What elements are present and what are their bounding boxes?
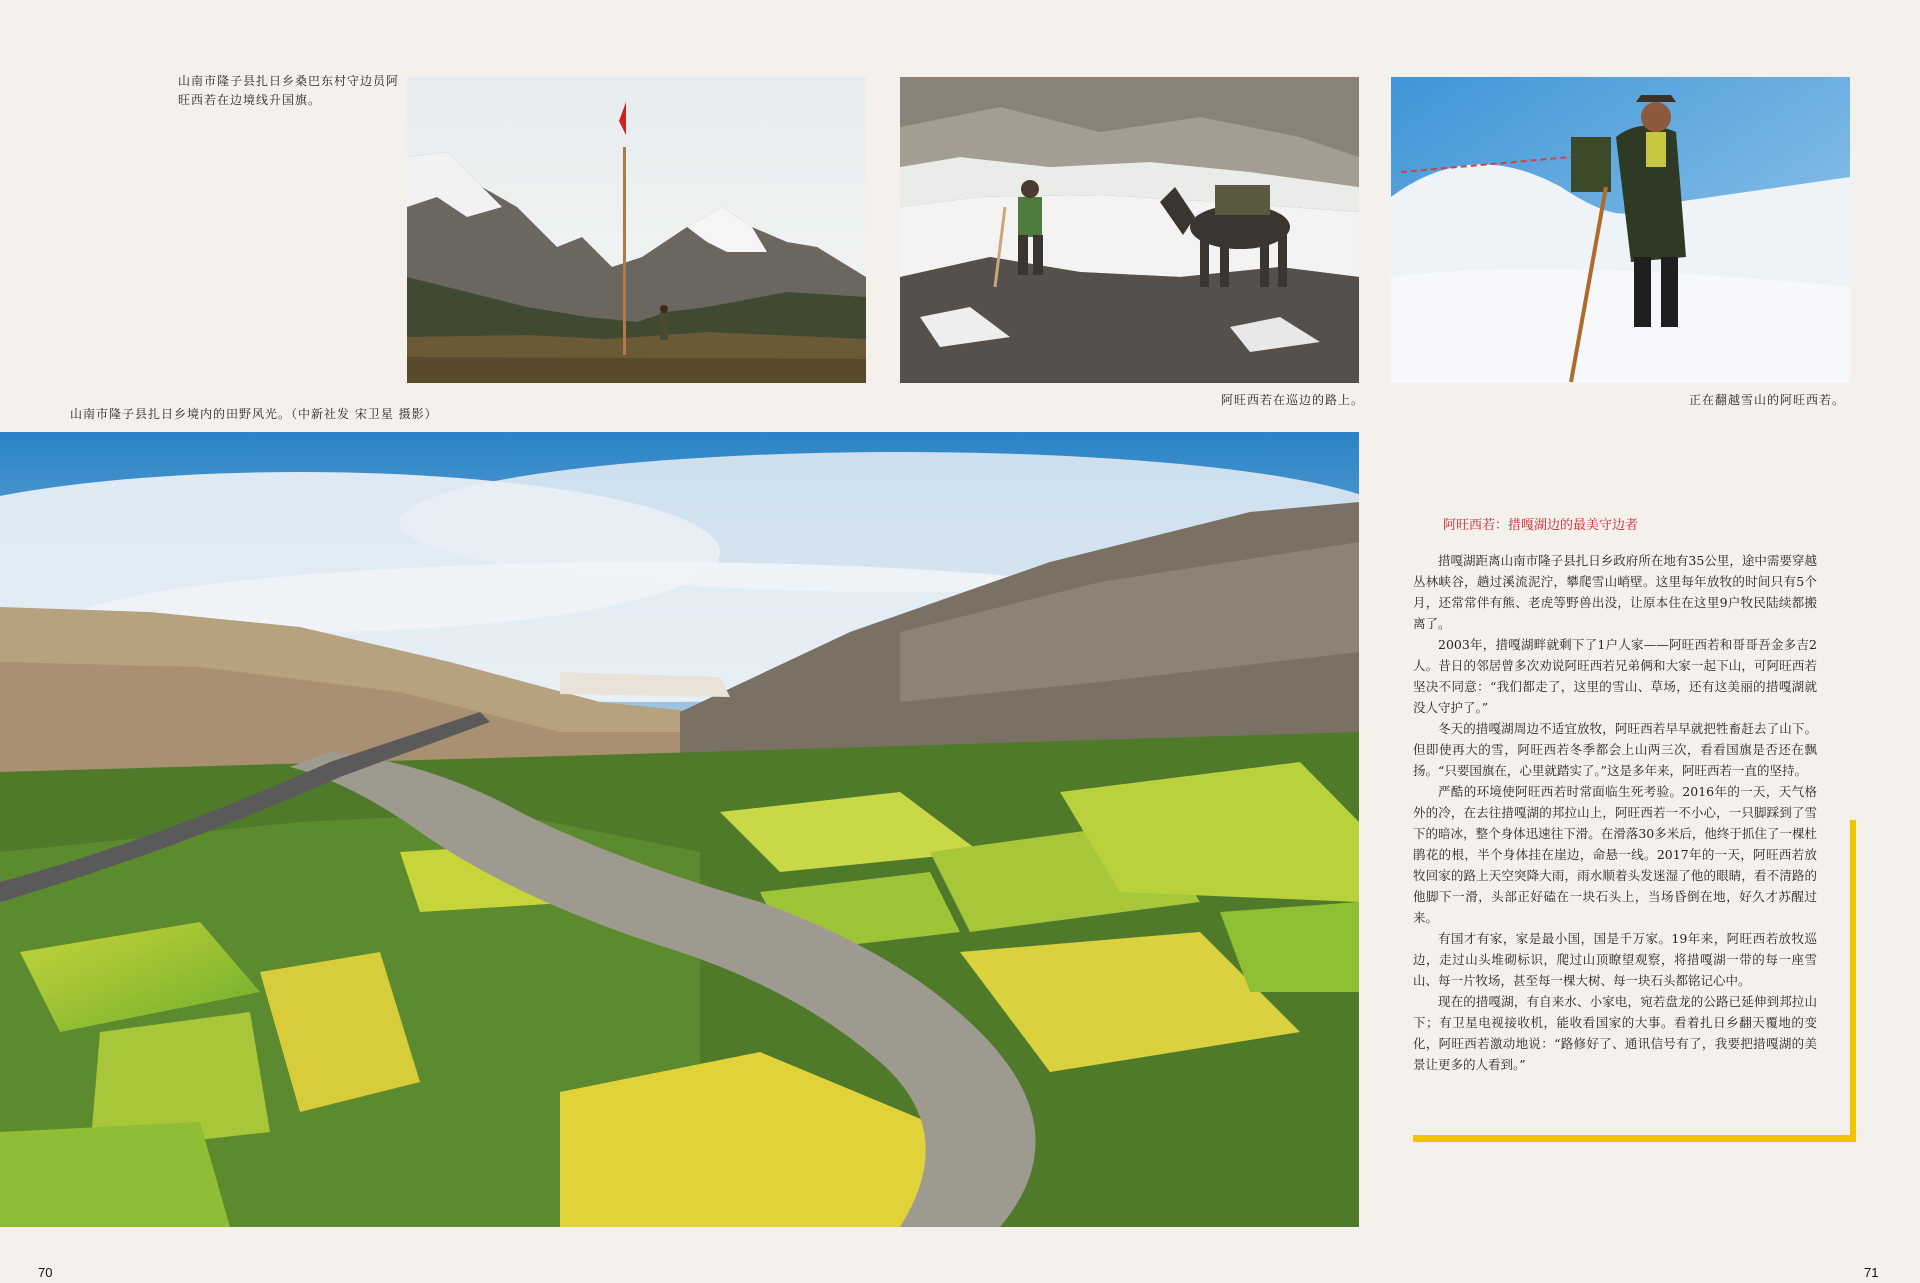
photo-patrol [900,77,1359,383]
article-paragraph: 措嘎湖距离山南市隆子县扎日乡政府所在地有35公里，途中需要穿越丛林峡谷，趟过溪流泥泞，攀爬雪山峭壁。这里每年放牧的时间只有5个月，还常常伴有熊、老虎等野兽出没，让原本住在这里9户牧民陆续都搬离了。 [1413,553,1817,631]
article-paragraph: 冬天的措嘎湖周边不适宜放牧，阿旺西若早早就把牲畜赶去了山下。但即使再大的雪，阿旺西若冬季都会上山两三次，看看国旗是否还在飘扬。“只要国旗在，心里就踏实了。”这是多年来，阿旺西若一直的坚持。 [1413,721,1817,778]
page-number-right: 71 [1864,1265,1879,1280]
article-title: 阿旺西若：措嘎湖边的最美守边者 [1443,518,1639,533]
photo-flag-raising [407,77,866,383]
photo-snow-mountain [1391,77,1850,383]
article-paragraph: 2003年，措嘎湖畔就剩下了1户人家——阿旺西若和哥哥吾金多吉2人。昔日的邻居曾多次劝说阿旺西若兄弟俩和大家一起下山，可阿旺西若坚决不同意：“我们都走了，这里的雪山、草场，还有这美丽的措嘎湖就没人守护了。” [1413,637,1817,715]
article-paragraph: 有国才有家，家是最小国，国是千万家。19年来，阿旺西若放牧巡边，走过山头堆砌标识，爬过山顶瞭望观察，将措嘎湖一带的每一座雪山、每一片牧场，甚至每一棵大树、每一块石头都铭记心中。 [1413,931,1817,988]
caption-patrol: 阿旺西若在巡边的路上。 [1220,393,1364,407]
caption-landscape: 山南市隆子县扎日乡境内的田野风光。（中新社发 宋卫星 摄影） [70,407,438,421]
photo-landscape [0,432,1359,1227]
article [1413,515,1817,1075]
accent-frame-right [1850,820,1856,1142]
accent-frame-bottom [1413,1135,1856,1142]
caption-snow-mountain: 正在翻越雪山的阿旺西若。 [1688,393,1845,407]
article-paragraph: 现在的措嘎湖，有自来水、小家电，宛若盘龙的公路已延伸到邦拉山下；有卫星电视接收机，能收看国家的大事。看着扎日乡翻天覆地的变化，阿旺西若激动地说：“路修好了、通讯信号有了，我要把措嘎湖的美景让更多的人看到。” [1413,994,1817,1072]
page-number-left: 70 [38,1265,53,1280]
article-paragraph: 严酷的环境使阿旺西若时常面临生死考验。2016年的一天，天气格外的冷，在去往措嘎湖的邦拉山上，阿旺西若一不小心，一只脚踩到了雪下的暗冰，整个身体迅速往下滑。在滑落30多米后，他终于抓住了一棵杜鹃花的根，半个身体挂在崖边，命悬一线。2017年的一天，阿旺西若放牧回家的路上天空突降大雨，雨水顺着头发迷湿了他的眼睛，看不清路的他脚下一滑，头部正好磕在一块石头上，当场昏倒在地，好久才苏醒过来。 [1413,784,1817,925]
caption-flag-raising: 山南市隆子县扎日乡桑巴东村守边员阿旺西若在边境线升国旗。 [178,74,400,107]
